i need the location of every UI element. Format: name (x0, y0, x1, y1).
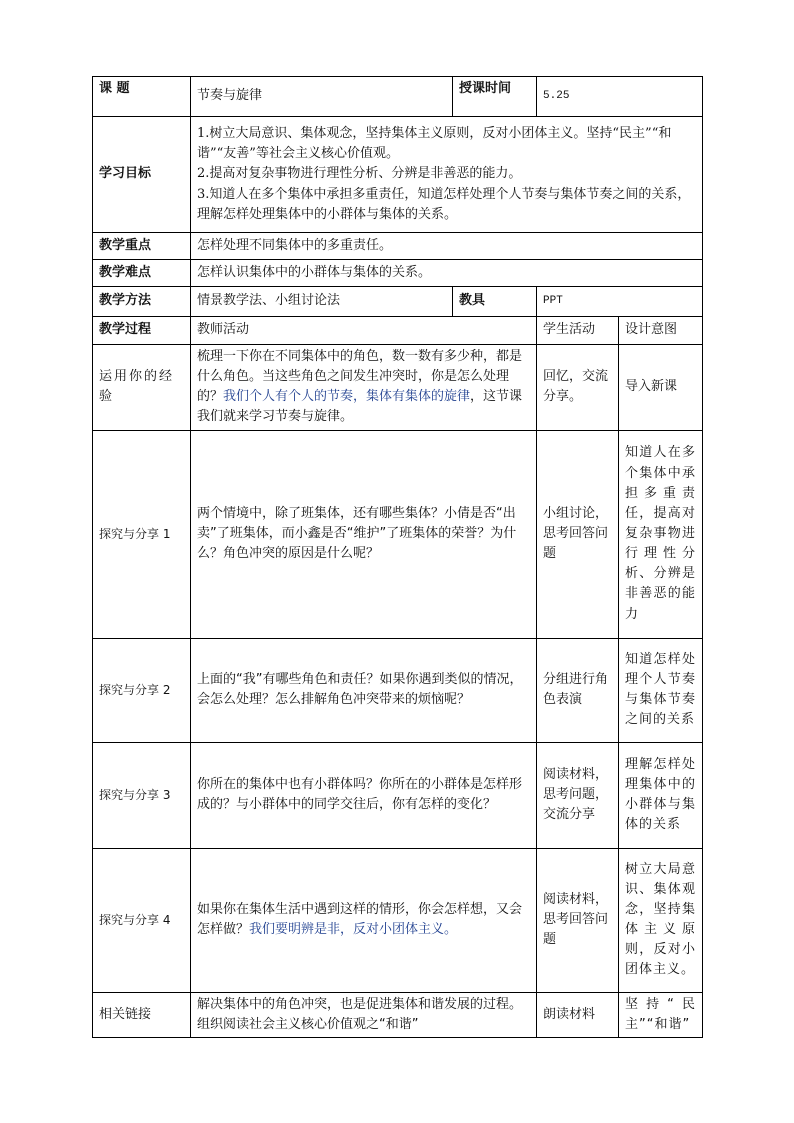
teacher-tail: ，这节课我们就来学习节奏与旋律。 (197, 389, 523, 425)
table-row (93, 742, 703, 848)
student-cell: 阅读材料，思考回答问题 (537, 848, 619, 992)
table-row (93, 848, 703, 992)
student-cell: 小组讨论，思考回答问题 (537, 430, 619, 638)
method-row (93, 287, 703, 317)
table-row (93, 638, 703, 742)
teacher-cell: 上面的“我”有哪些角色和责任？如果你遇到类似的情况，会怎么处理？怎么排解角色冲突带来的烦恼呢？ (191, 638, 537, 742)
method-value: 情景教学法、小组讨论法 (191, 287, 453, 317)
goals-row (93, 117, 703, 233)
intent-cell: 理解怎样处理集体中的小群体与集体的关系 (619, 742, 703, 848)
difficulty-label: 教学难点 (93, 260, 191, 287)
goal-item: 3.知道人在多个集体中承担多重责任，知道怎样处理个人节奏与集体节奏之间的关系，理解怎样处理集体中的小群体与集体的关系。 (197, 186, 691, 222)
lesson-plan-table (92, 76, 703, 1038)
teacher-col-header: 教师活动 (191, 317, 537, 345)
table-row (93, 992, 703, 1037)
key-point-label: 教学重点 (93, 233, 191, 260)
difficulty-value: 怎样认识集体中的小群体与集体的关系。 (191, 260, 703, 287)
teacher-cell (191, 848, 537, 992)
stage-cell: 探究与分享 1 (93, 430, 191, 638)
time-value: 5.25 (537, 77, 703, 117)
process-header-row (93, 317, 703, 345)
teacher-text: 如果你在集体生活中遇到这样的情形，你会怎样想，又会怎样做？ (197, 901, 523, 938)
tools-value: PPT (537, 287, 703, 317)
intent-col-header: 设计意图 (619, 317, 703, 345)
teacher-cell: 解决集体中的角色冲突，也是促进集体和谐发展的过程。组织阅读社会主义核心价值观之“和谐” (191, 992, 537, 1037)
teacher-text: 梳理一下你在不同集体中的角色，数一数有多少种，都是什么角色。当这些角色之间发生冲突时，你是怎么处理的？ (197, 349, 523, 405)
table-row (93, 430, 703, 638)
tools-label: 教具 (453, 287, 537, 317)
goal-item: 2.提高对复杂事物进行理性分析、分辨是非善恶的能力。 (197, 166, 522, 182)
teacher-cell: 两个情境中，除了班集体，还有哪些集体？小倩是否“出卖”了班集体，而小鑫是否“维护”了班集体的荣誉？为什么？角色冲突的原因是什么呢？ (191, 430, 537, 638)
stage-cell: 运用你的经验 (93, 345, 191, 431)
student-cell: 分组进行角色表演 (537, 638, 619, 742)
header-row (93, 77, 703, 117)
process-label: 教学过程 (93, 317, 191, 345)
intent-cell: 知道怎样处理个人节奏与集体节奏之间的关系 (619, 638, 703, 742)
goals-content (191, 117, 703, 233)
teacher-highlight: 我们个人有个人的节奏，集体有集体的旋律 (223, 389, 471, 405)
student-cell: 阅读材料，思考问题，交流分享 (537, 742, 619, 848)
stage-cell: 探究与分享 2 (93, 638, 191, 742)
method-label: 教学方法 (93, 287, 191, 317)
table-row (93, 345, 703, 431)
goals-label: 学习目标 (93, 117, 191, 233)
teacher-cell: 你所在的集体中也有小群体吗？你所在的小群体是怎样形成的？与小群体中的同学交往后，你有怎样的变化？ (191, 742, 537, 848)
difficulty-row (93, 260, 703, 287)
intent-cell: 树立大局意识、集体观念，坚持集体主义原则，反对小团体主义。 (619, 848, 703, 992)
stage-cell: 探究与分享 3 (93, 742, 191, 848)
stage-cell: 相关链接 (93, 992, 191, 1037)
stage-cell: 探究与分享 4 (93, 848, 191, 992)
teacher-cell (191, 345, 537, 431)
goal-item: 1.树立大局意识、集体观念，坚持集体主义原则，反对小团体主义。坚持“民主”“和谐”“友善”等社会主义核心价值观。 (197, 126, 672, 162)
intent-cell: 坚持“民主”“和谐” (619, 992, 703, 1037)
intent-cell: 知道人在多个集体中承担多重责任，提高对复杂事物进行理性分析、分辨是非善恶的能力 (619, 430, 703, 638)
time-label: 授课时间 (453, 77, 537, 117)
intent-cell: 导入新课 (619, 345, 703, 431)
teacher-highlight: 我们要明辨是非，反对小团体主义。 (249, 922, 458, 938)
student-cell: 朗读材料 (537, 992, 619, 1037)
student-cell: 回忆，交流分享。 (537, 345, 619, 431)
key-point-value: 怎样处理不同集体中的多重责任。 (191, 233, 703, 260)
key-point-row (93, 233, 703, 260)
topic-label: 课 题 (93, 77, 191, 117)
student-col-header: 学生活动 (537, 317, 619, 345)
topic-value: 节奏与旋律 (191, 77, 453, 117)
